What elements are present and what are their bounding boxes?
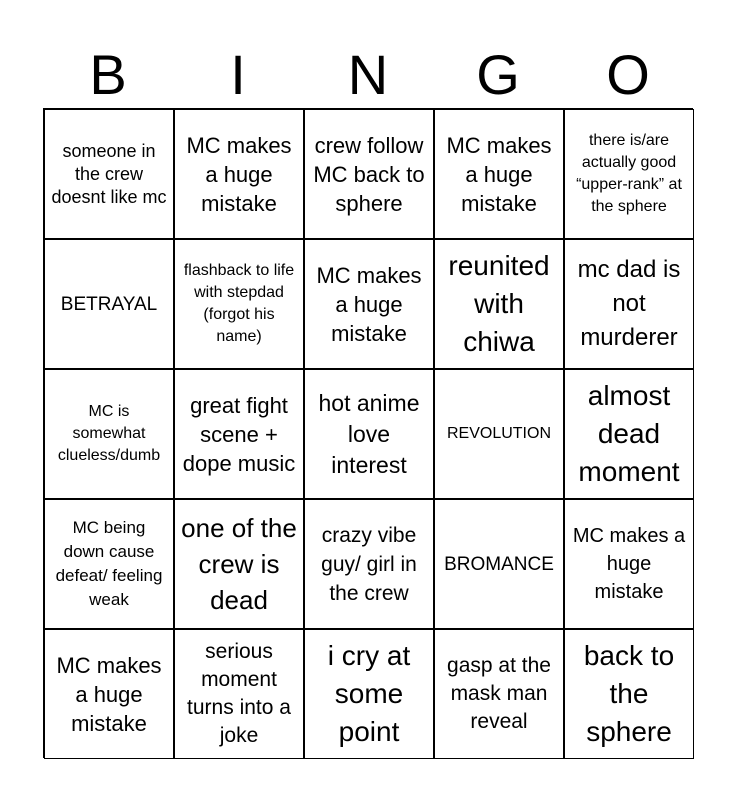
bingo-cell[interactable] (304, 629, 434, 759)
bingo-cell[interactable] (434, 499, 564, 629)
cell-text: BETRAYAL (60, 293, 158, 315)
cell-text: one of the crew is dead (181, 513, 297, 615)
bingo-cell[interactable] (174, 239, 304, 369)
bingo-cell[interactable] (564, 369, 694, 499)
cell-text: REVOLUTION (446, 425, 551, 442)
cell-text: MC makes a huge mistake (56, 652, 162, 736)
cell-text: almost dead moment (578, 380, 680, 487)
bingo-cell[interactable] (44, 629, 174, 759)
cell-text: BROMANCE (444, 553, 554, 575)
header-letter-g: G (476, 43, 520, 106)
cell-text: MC makes a huge mistake (446, 132, 552, 216)
bingo-cell[interactable] (434, 239, 564, 369)
bingo-cell[interactable] (564, 629, 694, 759)
bingo-cell[interactable] (434, 629, 564, 759)
bingo-cell[interactable] (564, 499, 694, 629)
bingo-grid (43, 108, 693, 758)
cell-text: serious moment turns into a joke (187, 640, 291, 747)
bingo-cell[interactable] (434, 109, 564, 239)
cell-text: MC makes a huge mistake (186, 132, 292, 216)
cell-text: hot anime love interest (318, 389, 420, 478)
bingo-cell[interactable] (564, 239, 694, 369)
cell-text: someone in the crew doesnt like mc (51, 140, 167, 207)
bingo-cell[interactable] (174, 499, 304, 629)
bingo-cell[interactable] (44, 239, 174, 369)
header-letter-b: B (89, 43, 127, 106)
cell-text: MC being down cause defeat/ feeling weak (55, 518, 163, 609)
cell-text: great fight scene + dope music (182, 392, 296, 476)
cell-text: back to the sphere (583, 640, 675, 747)
bingo-cell[interactable] (44, 499, 174, 629)
bingo-cell[interactable] (304, 369, 434, 499)
bingo-cell[interactable] (564, 109, 694, 239)
bingo-cell[interactable] (304, 109, 434, 239)
cell-text: crazy vibe guy/ girl in the crew (321, 523, 417, 605)
header-letter-n: N (347, 43, 389, 106)
cell-text: MC makes a huge mistake (316, 262, 422, 346)
header-letter-o: O (606, 43, 650, 106)
cell-text: flashback to life with stepdad (forgot his name) (183, 262, 295, 345)
header-letter-i: I (230, 43, 246, 106)
bingo-cell[interactable] (174, 369, 304, 499)
cell-text: reunited with chiwa (448, 250, 550, 357)
cell-text: MC makes a huge mistake (572, 525, 686, 603)
bingo-cell[interactable] (44, 109, 174, 239)
cell-text: mc dad is not murderer (577, 256, 681, 351)
bingo-cell[interactable] (304, 239, 434, 369)
bingo-header (43, 42, 693, 108)
bingo-cell[interactable] (174, 629, 304, 759)
bingo-cell[interactable] (174, 109, 304, 239)
bingo-cell[interactable] (44, 369, 174, 499)
bingo-cell[interactable] (304, 499, 434, 629)
bingo-cell[interactable] (434, 369, 564, 499)
cell-text: there is/are actually good “upper-rank” at the sphere (576, 132, 682, 215)
cell-text: gasp at the mask man reveal (447, 654, 551, 733)
cell-text: MC is somewhat clueless/dumb (57, 403, 161, 464)
cell-text: crew follow MC back to sphere (313, 132, 425, 216)
cell-text: i cry at some point (327, 640, 411, 747)
